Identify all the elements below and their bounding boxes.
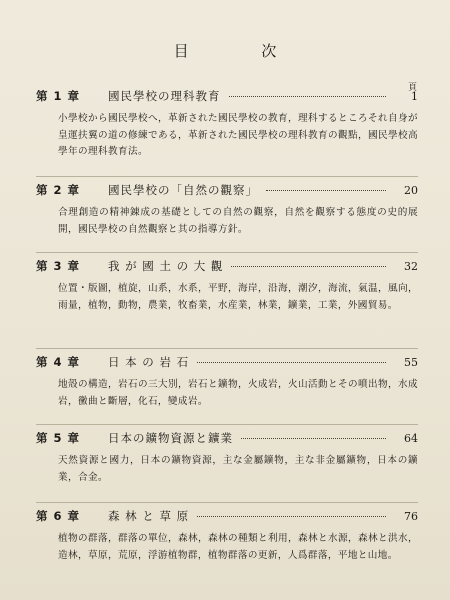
dot-leader — [231, 266, 386, 267]
chapter-1 — [36, 88, 418, 161]
divider — [36, 424, 418, 425]
chapter-title: 日 本 の 岩 石 — [108, 355, 190, 369]
chapter-summary: 天然資源と國力，日本の鑛物資源，主な金屬鑛物，主な非金屬鑛物，日本の鑛業，合金。 — [58, 455, 418, 483]
divider — [36, 176, 418, 177]
dot-leader — [229, 96, 387, 97]
chapter-title: 國民學校の理科教育 — [108, 89, 221, 103]
chapter-title: 國民學校の「自然の觀察」 — [108, 183, 258, 197]
chapter-summary: 合理創造の精神錬成の基礎としての自然の觀察，自然を觀察する態度の史的展開，國民學校の自然觀察と其の指導方針。 — [58, 207, 418, 235]
chapter-number: 第 4 章 — [36, 355, 81, 369]
chapter-heading — [36, 182, 418, 202]
chapter-heading — [36, 354, 418, 374]
chapter-summary: 位置・版圖，植旋，山系，水系，平野，海岸，沿海，潮汐，海流，氣温，風向，雨量，植物，動物，農業，牧畜業，水産業，林業，鑛業，工業，外國貿易。 — [58, 283, 418, 311]
chapter-page-number: 20 — [404, 184, 418, 197]
page-title: 目 次 — [173, 42, 311, 60]
chapter-summary: 地殼の構造，岩石の三大別，岩石と鑛物，火成岩，火山活動とその噴出物，水成岩，黴曲と斷層，化石，變成岩。 — [58, 379, 418, 407]
chapter-number: 第 1 章 — [36, 89, 81, 103]
chapter-page-number: 1 — [411, 90, 418, 103]
dot-leader — [197, 362, 386, 363]
chapter-number: 第 6 章 — [36, 509, 81, 523]
chapter-page-number: 64 — [404, 432, 418, 445]
chapter-page-number: 32 — [404, 260, 418, 273]
chapter-title: 森 林 と 草 原 — [108, 509, 190, 523]
chapter-number: 第 5 章 — [36, 431, 81, 445]
divider — [36, 502, 418, 503]
chapter-6 — [36, 508, 418, 564]
chapter-page-number: 55 — [404, 356, 418, 369]
chapter-number: 第 3 章 — [36, 259, 81, 273]
chapter-summary: 小學校から國民學校へ，革新された國民學校の教育，理科するところそれ自身が皇運扶翼の道の修練である，革新された國民學校の理科教育の觀點，國民學校高學年の理科教育法。 — [58, 113, 418, 157]
chapter-3 — [36, 258, 418, 314]
chapter-summary: 植物の群落，群落の單位，森林，森林の種類と利用，森林と水源，森林と洪水，造林，草原，荒原，浮游植物群，植物群落の更新，人爲群落，平地と山地。 — [58, 533, 418, 561]
dot-leader — [197, 516, 386, 517]
chapter-heading — [36, 508, 418, 528]
chapter-4 — [36, 354, 418, 410]
chapter-5 — [36, 430, 418, 486]
chapter-page-number: 76 — [404, 510, 418, 523]
chapter-heading — [36, 258, 418, 278]
page-column-label: 頁 — [407, 83, 417, 93]
chapter-2 — [36, 182, 418, 238]
dot-leader — [266, 190, 386, 191]
chapter-number: 第 2 章 — [36, 183, 81, 197]
chapter-title: 我 が 國 土 の 大 觀 — [108, 259, 224, 273]
chapter-heading — [36, 88, 418, 108]
divider — [36, 252, 418, 253]
divider — [36, 348, 418, 349]
chapter-heading — [36, 430, 418, 450]
chapter-title: 日本の鑛物資源と鑛業 — [108, 431, 233, 445]
dot-leader — [241, 438, 386, 439]
